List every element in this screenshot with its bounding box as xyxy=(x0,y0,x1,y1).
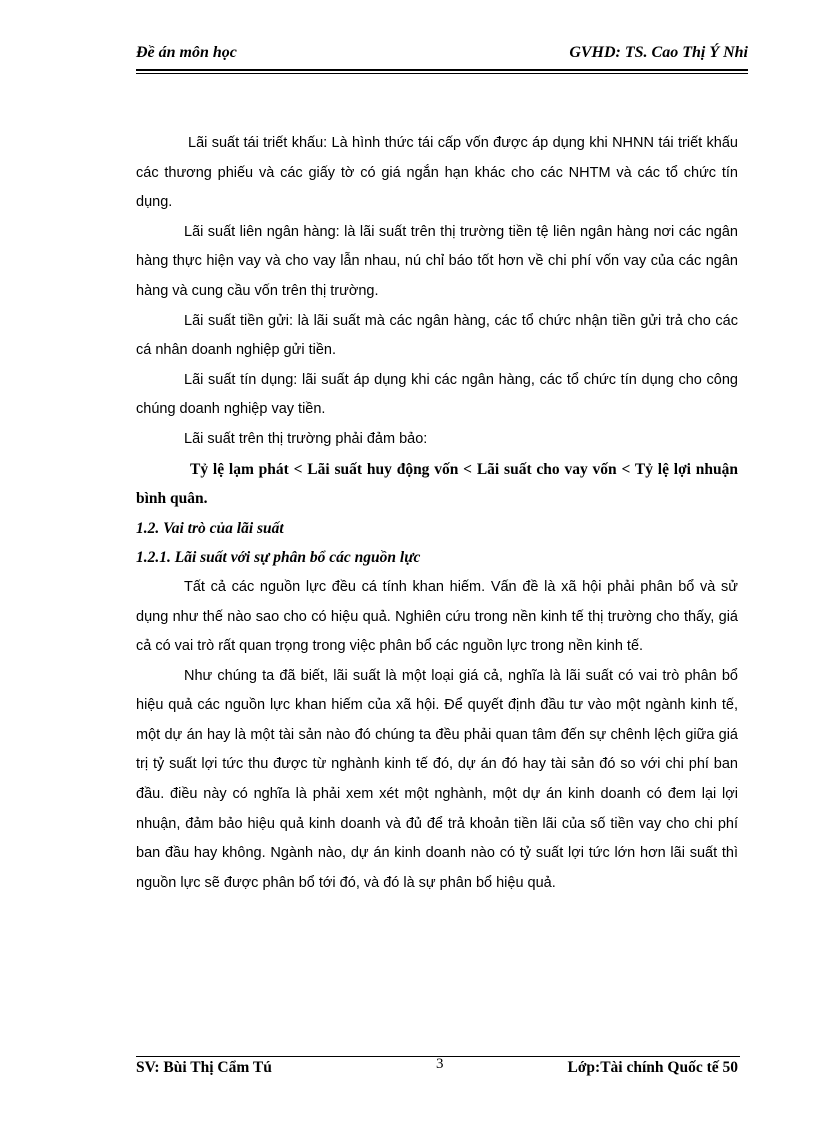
page-footer xyxy=(136,1056,738,1081)
formula-rate-inequality: Tỷ lệ lạm phát < Lãi suất huy động vốn < Lãi suất cho vay vốn < Tỷ lệ lợi nhuận bình quân. xyxy=(136,460,738,508)
page-header xyxy=(136,44,748,68)
paragraph-rediscount-rate: Lãi suất tái triết khấu: Là hình thức tái cấp vốn được áp dụng khi NHNN tái triết khấu các thương phiếu và các giấy tờ có giá ngắn hạn khác cho các NHTM và các tổ chức tín dụng. xyxy=(136,135,738,211)
page-number: 3 xyxy=(436,1056,444,1072)
paragraph-resource-scarcity: Tất cả các nguồn lực đều cá tính khan hiếm. Vấn đề là xã hội phải phân bổ và sử dụng như thế nào sao cho có hiệu quả. Nghiên cứu trong nền kinh tế thị trường cho thấy, giá cả có vai trò rất quan trọng trong việc phân bổ các nguồn lực trong nền kinh tế. xyxy=(136,578,738,655)
paragraph-credit-rate: Lãi suất tín dụng: lãi suất áp dụng khi các ngân hàng, các tổ chức tín dụng cho công chúng doanh nghiệp vay tiền. xyxy=(136,371,738,418)
paragraph-resource-allocation: Như chúng ta đã biết, lãi suất là một loại giá cả, nghĩa là lãi suất có vai trò phân bổ hiệu quả các nguồn lực khan hiếm của xã hội. Để quyết định đầu tư vào một ngành kinh tế, một dự án hay là một tài sản nào đó chúng ta đều phải quan tâm đến sự chênh lệch giữa giá trị tỷ suất lợi tức thu được từ nghành kinh tế đó, dự án đó hay tài sản đó so với chi phí ban đầu. điều này có nghĩa là phải xem xét một nghành, một dự án kinh doanh có đem lại lợi nhuận, đảm bảo hiệu quả kinh doanh và đủ để trả khoản tiền lãi của số tiền vay cho chi phí ban đầu hay không. Ngành nào, dự án kinh doanh nào có tỷ suất lợi tức lớn hơn lãi suất thì nguồn lực sẽ được phân bổ tới đó, và đó là sự phân bổ hiệu quả. xyxy=(136,667,738,891)
header-rule-thin xyxy=(136,73,748,74)
paragraph-interbank-rate: Lãi suất liên ngân hàng: là lãi suất trên thị trường tiền tệ liên ngân hàng nơi các ngân hàng thực hiện vay và cho vay lẫn nhau, nú chỉ báo tốt hơn về chi phí vốn vay của các ngân hàng và cung cầu vốn trên thị trường. xyxy=(136,223,738,299)
section-heading: 1.2. Vai trò của lãi suất xyxy=(136,519,284,537)
paragraph-deposit-rate: Lãi suất tiền gửi: là lãi suất mà các ngân hàng, các tổ chức nhận tiền gửi trả cho các cá nhân doanh nghiệp gửi tiền. xyxy=(136,312,738,359)
footer-student: SV: Bùi Thị Cẩm Tú xyxy=(136,1059,272,1076)
header-supervisor: GVHD: TS. Cao Thị Ý Nhi xyxy=(569,44,748,61)
header-rule-thick xyxy=(136,69,748,71)
document-body xyxy=(136,129,738,898)
header-course-title: Đề án môn học xyxy=(136,44,237,61)
footer-class: Lớp:Tài chính Quốc tế 50 xyxy=(567,1059,738,1076)
paragraph-market-condition: Lãi suất trên thị trường phải đảm bảo: xyxy=(184,430,428,447)
subsection-heading: 1.2.1. Lãi suất với sự phân bổ các nguồn lực xyxy=(136,549,421,567)
